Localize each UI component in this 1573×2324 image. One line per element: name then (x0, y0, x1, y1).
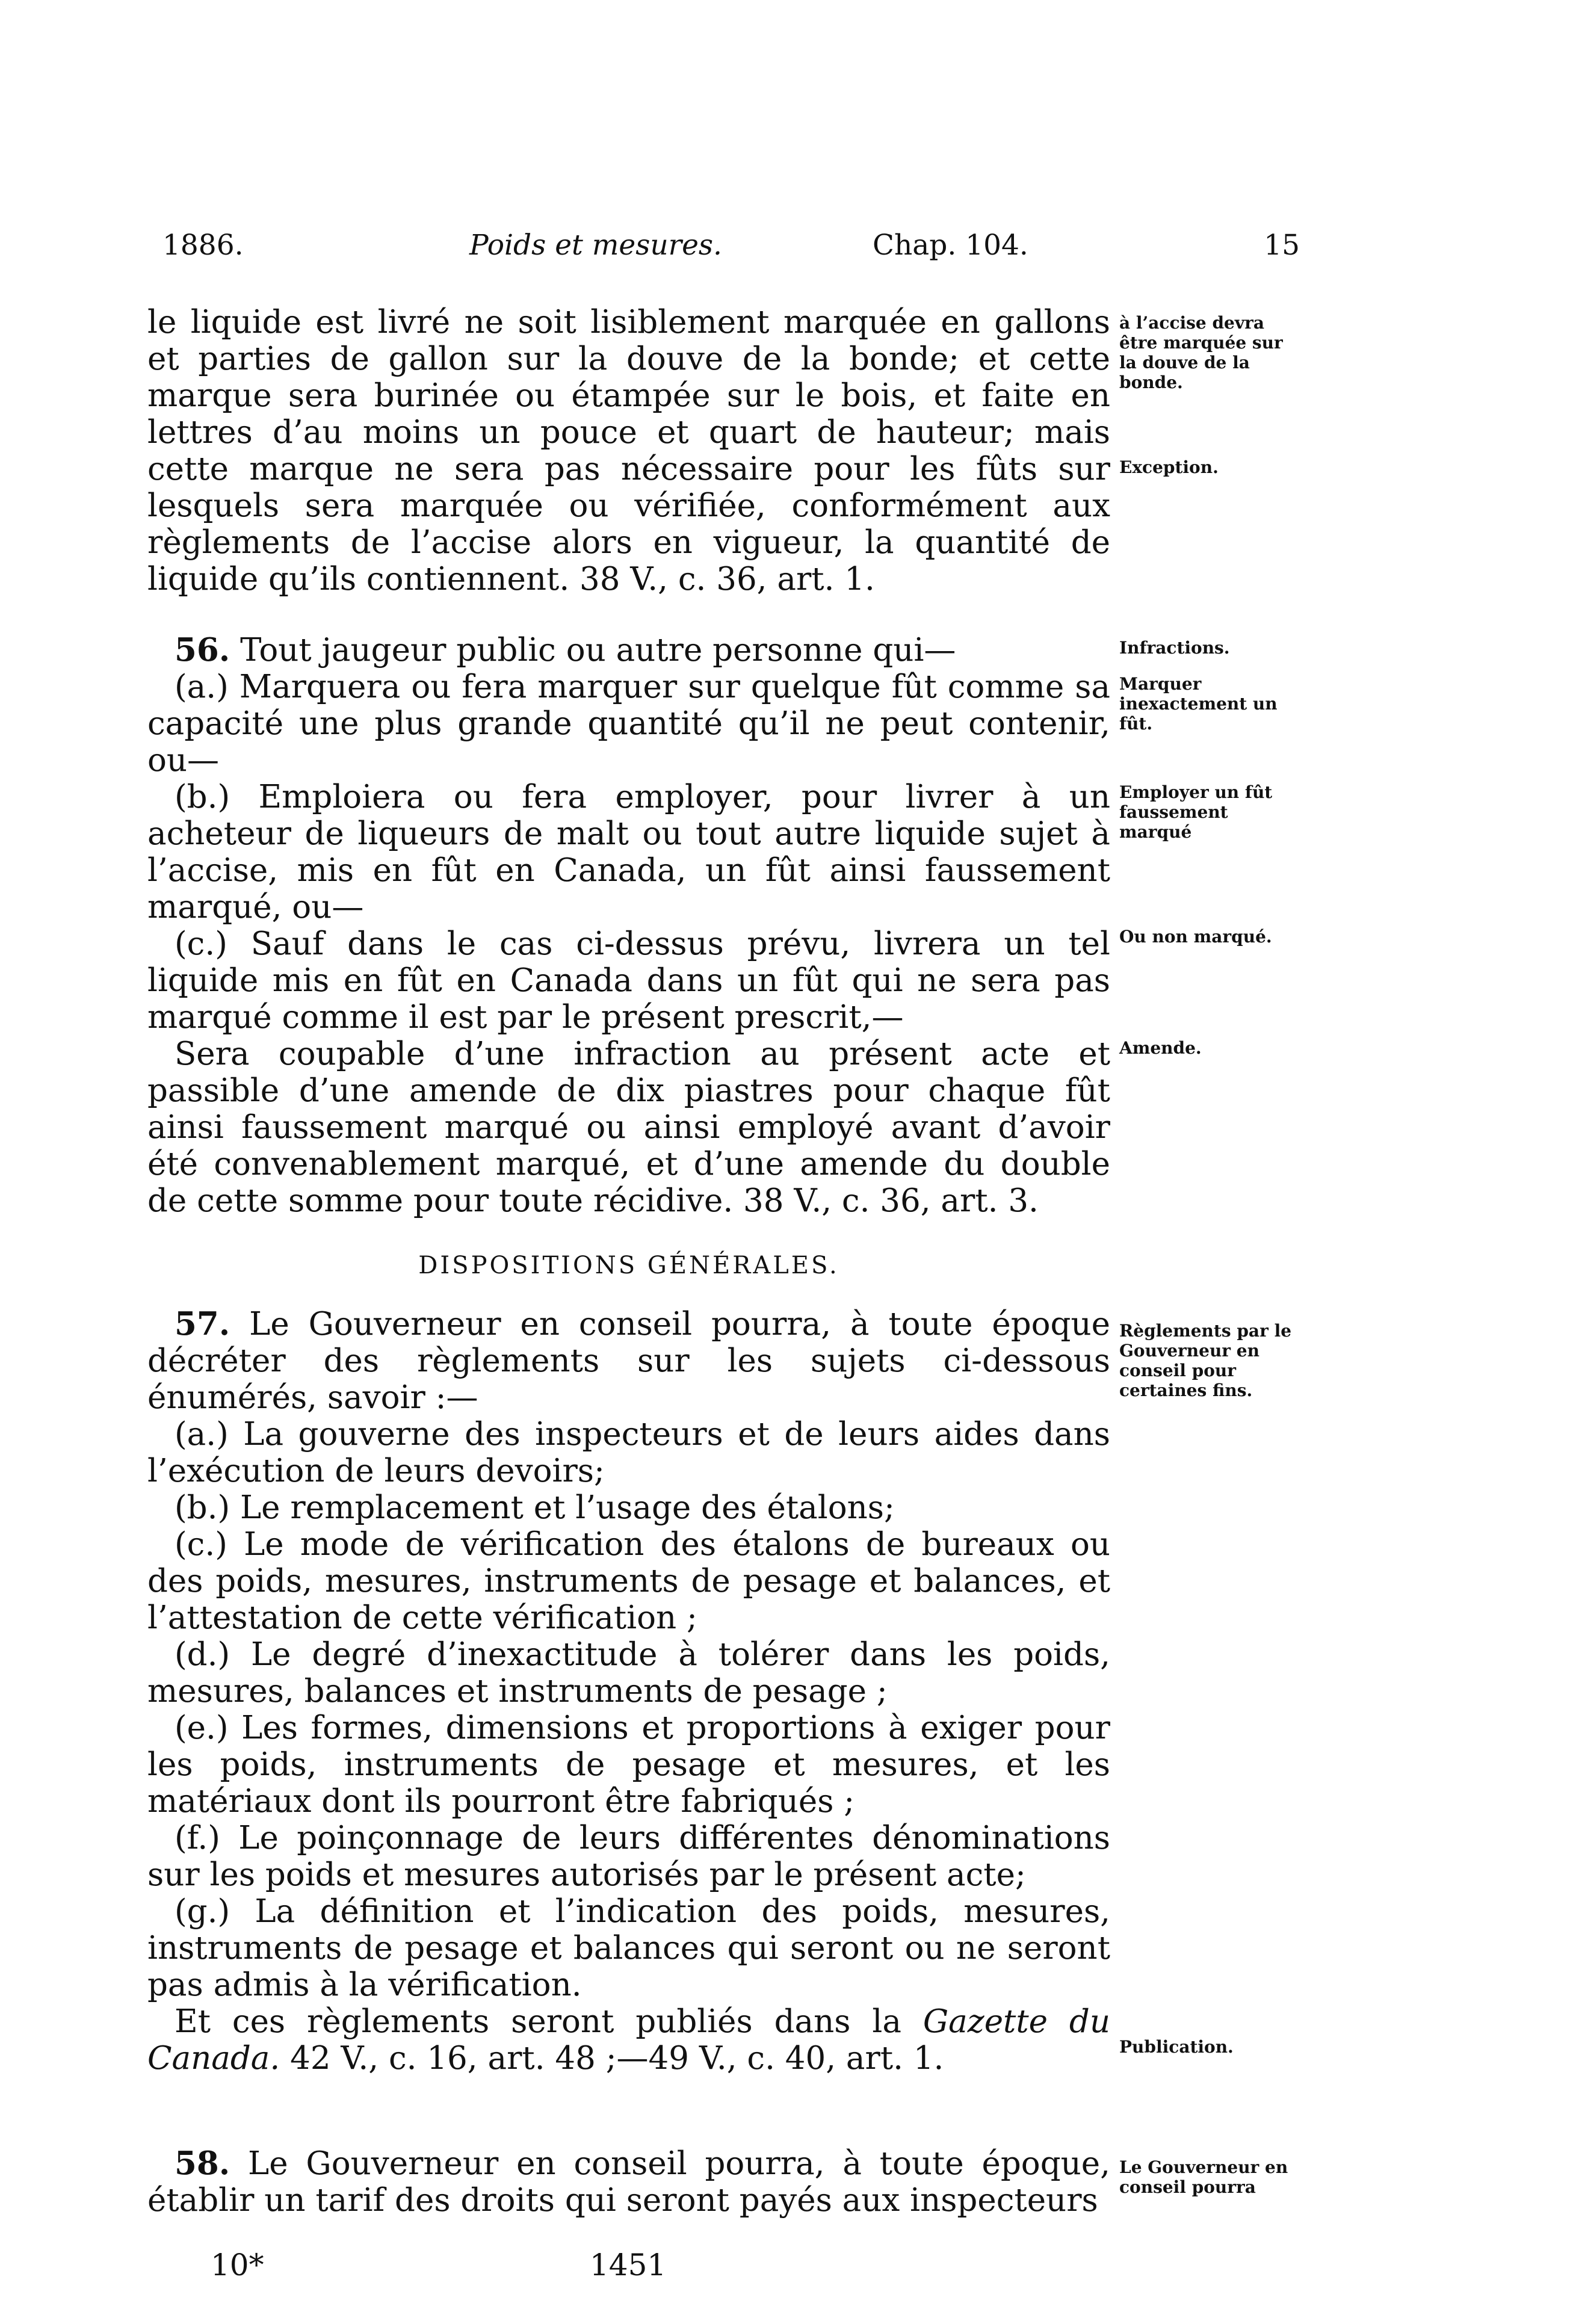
section-heading: DISPOSITIONS GÉNÉRALES. (418, 1252, 839, 1279)
margin-note-reglements: Règlements par le Gouverneur en conseil pour certaines fins. (1119, 1321, 1292, 1400)
section-58-number: 58. (175, 2145, 230, 2182)
section-57-g: (g.) La définition et l’indication des poids, mesures, instruments de pesage et balances qui seront ou ne seront pas admis à la vérification. (147, 1893, 1110, 2003)
margin-note-gouverneur: Le Gouverneur en conseil pourra (1119, 2157, 1288, 2197)
section-56 (147, 632, 1110, 1219)
margin-note-accise: à l’accise devra être marquée sur la douve de la bonde. (1119, 313, 1283, 392)
margin-note-marquer: Marquer inexactement un fût. (1119, 674, 1278, 734)
header-chapter: Chap. 104. (873, 229, 1028, 262)
section-57-c: (c.) Le mode de vérification des étalons de bureaux ou des poids, mesures, instruments de pesage et balances, et l’attestation de cette vérification ; (147, 1526, 1110, 1636)
section-57-d: (d.) Le degré d’inexactitude à tolérer dans les poids, mesures, balances et instruments de pesage ; (147, 1636, 1110, 1710)
gazette-title: Gazette du Canada. (147, 2003, 1110, 2077)
section-57 (147, 1306, 1110, 2077)
margin-note-employer: Employer un fût faussement marqué (1119, 782, 1273, 842)
section-57-intro: 57. Le Gouverneur en conseil pourra, à toute époque décréter des règlements sur les sujets ci-dessous énumérés, savoir :— (147, 1305, 1110, 1416)
margin-note-amende: Amende. (1119, 1038, 1202, 1058)
margin-note-publication: Publication. (1119, 2037, 1234, 2057)
section-57-publication: Et ces règlements seront publiés dans la Gazette du Canada. 42 V., c. 16, art. 48 ;—49 V., c. 40, art. 1. (147, 2003, 1110, 2077)
header-year: 1886. (162, 229, 244, 262)
section-57-b: (b.) Le remplacement et l’usage des étalons; (175, 1489, 895, 1526)
section-57-e: (e.) Les formes, dimensions et proportions à exiger pour les poids, instruments de pesage et mesures, et les matériaux dont ils pourront être fabriqués ; (147, 1710, 1110, 1820)
section-56-intro: 56. Tout jaugeur public ou autre personne qui— (175, 631, 956, 669)
running-header (162, 229, 1300, 277)
section-56-number: 56. (175, 631, 230, 669)
section-58-text: Le Gouverneur en conseil pourra, à toute époque, établir un tarif des droits qui seront payés aux inspecteurs (147, 2145, 1110, 2219)
section-56-penalty: Sera coupable d’une infraction au présent acte et passible d’une amende de dix piastres pour chaque fût ainsi faussement marqué ou ainsi employé avant d’avoir été convenablement marqué, et d’une amende du double de cette somme pour toute récidive. 38 V., c. 36, art. 3. (147, 1036, 1110, 1219)
section-57-a: (a.) La gouverne des inspecteurs et de leurs aides dans l’exécution de leurs devoirs; (147, 1416, 1110, 1489)
section-56-b: (b.) Emploiera ou fera employer, pour livrer à un acheteur de liqueurs de malt ou tout autre liquide sujet à l’accise, mis en fût en Canada, un fût ainsi faussement marqué, ou— (147, 779, 1110, 926)
section-57-f: (f.) Le poinçonnage de leurs différentes dénominations sur les poids et mesures autorisés par le présent acte; (147, 1820, 1110, 1893)
section-56-a: (a.) Marquera ou fera marquer sur quelque fût comme sa capacité une plus grande quantité qu’il ne peut contenir, ou— (147, 669, 1110, 779)
section-58 (147, 2145, 1110, 2219)
footer-number: 1451 (590, 2248, 667, 2282)
signature-mark: 10* (211, 2248, 264, 2282)
section-57-number: 57. (175, 1305, 230, 1343)
general-provisions-heading-wrap (147, 1252, 1110, 1279)
margin-note-exception: Exception. (1119, 457, 1219, 477)
continuation-paragraph: le liquide est livré ne soit lisiblement marquée en gallons et parties de gallon sur la douve de la bonde; et cette marque sera burinée ou étampée sur le bois, et faite en lettres d’au moins un pouce et quart de hauteur; mais cette marque ne sera pas nécessaire pour les fûts sur lesquels sera marquée ou vérifiée, conformément aux règlements de l’accise alors en vigueur, la quantité de liquide qu’ils contiennent. 38 V., c. 36, art. 1. (147, 304, 1110, 598)
header-page-number: 15 (1264, 229, 1300, 262)
margin-note-infractions: Infractions. (1119, 638, 1230, 658)
section-56-c: (c.) Sauf dans le cas ci-dessus prévu, livrera un tel liquide mis en fût en Canada dans un fût qui ne sera pas marqué comme il est par le présent prescrit,— (147, 926, 1110, 1036)
margin-note-non-marque: Ou non marqué. (1119, 927, 1272, 947)
header-title: Poids et mesures. (469, 229, 722, 262)
